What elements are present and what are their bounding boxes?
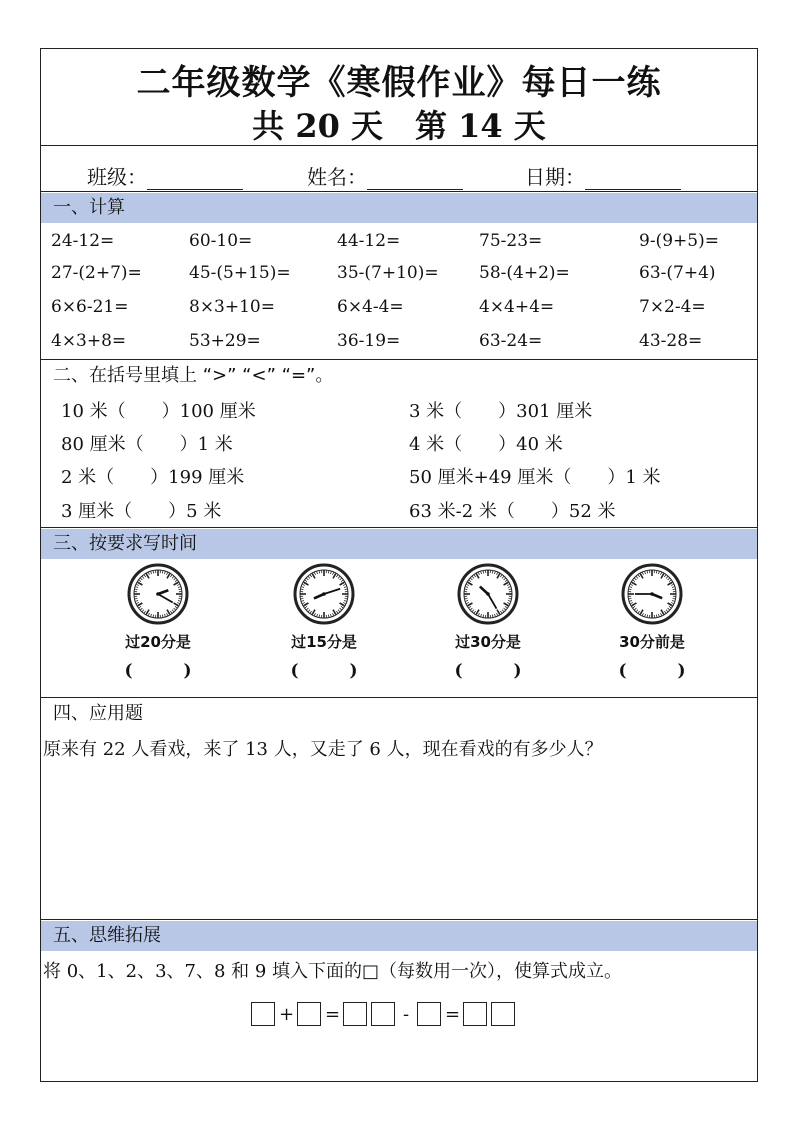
clock-tick (629, 598, 631, 599)
clock-tick (135, 589, 137, 590)
clock-tick (179, 589, 181, 590)
clock-tick (656, 571, 657, 573)
clock-tick (301, 589, 303, 590)
name-field[interactable] (307, 161, 463, 190)
date-field[interactable] (525, 161, 681, 190)
answer-parentheses[interactable]: ( ) (124, 661, 192, 681)
application-problem: 原来有 22 人看戏，来了 13 人，又走了 6 人，现在看戏的有多少人？ (43, 739, 603, 760)
calc-problem: 24-12= (51, 231, 115, 251)
clock-tick (647, 615, 648, 617)
clock-tick (483, 571, 484, 573)
calc-problem: 8×3+10= (189, 297, 275, 317)
clock-label: 过15分是 (291, 633, 357, 651)
calc-problem: 75-23= (479, 231, 543, 251)
compare-problem: 2 米（ ）199 厘米 (61, 467, 245, 488)
date-label: 日期： (525, 165, 585, 189)
answer-parentheses[interactable]: ( ) (290, 661, 358, 681)
answer-box[interactable] (463, 1002, 487, 1026)
calc-problem: 53+29= (189, 331, 261, 351)
compare-problem: 10 米（ ）100 厘米 (61, 401, 256, 422)
clock-center (486, 592, 490, 596)
clock-tick (328, 615, 329, 617)
name-label: 姓名： (307, 165, 367, 189)
student-info-row (41, 157, 757, 191)
calc-problem: 4×4+4= (479, 297, 555, 317)
divider (41, 697, 757, 698)
divider (41, 919, 757, 920)
clock-tick (319, 615, 320, 617)
clock-face-icon (127, 563, 189, 625)
answer-box[interactable] (491, 1002, 515, 1026)
calc-problem: 63-24= (479, 331, 543, 351)
clock-tick (301, 598, 303, 599)
equals-sign: = (445, 1003, 461, 1025)
section-heading-thinking: 五、思维拓展 (41, 921, 757, 951)
calc-problem: 60-10= (189, 231, 253, 251)
plus-sign: + (279, 1003, 295, 1025)
answer-parentheses[interactable]: ( ) (618, 661, 686, 681)
class-label: 班级： (87, 165, 147, 189)
calc-problem: 36-19= (337, 331, 401, 351)
section-heading-calculation: 一、计算 (41, 193, 757, 223)
clock-question (597, 563, 707, 681)
calc-problem: 43-28= (639, 331, 703, 351)
clock-tick (509, 598, 511, 599)
answer-box[interactable] (371, 1002, 395, 1026)
calc-problem: 44-12= (337, 231, 401, 251)
compare-problem: 63 米-2 米（ ）52 米 (409, 501, 616, 522)
clock-tick (328, 571, 329, 573)
clock-tick (153, 571, 154, 573)
clock-tick (153, 615, 154, 617)
calc-problem: 63-(7+4) (639, 263, 716, 283)
name-blank[interactable] (367, 169, 463, 190)
date-blank[interactable] (585, 169, 681, 190)
worksheet-subtitle: 共 20 天 第 14 天 (252, 107, 546, 145)
equation-row (251, 999, 515, 1029)
clock-tick (135, 598, 137, 599)
clock-question (269, 563, 379, 681)
clock-label: 过30分是 (455, 633, 521, 651)
clock-tick (656, 615, 657, 617)
class-blank[interactable] (147, 169, 243, 190)
clock-question (103, 563, 213, 681)
minus-sign: - (402, 1003, 410, 1025)
clock-tick (483, 615, 484, 617)
answer-box[interactable] (343, 1002, 367, 1026)
clock-label: 30分前是 (619, 633, 685, 651)
equals-sign: = (325, 1003, 341, 1025)
calc-problem: 27-(2+7)= (51, 263, 142, 283)
compare-problem: 50 厘米+49 厘米（ ）1 米 (409, 467, 661, 488)
compare-problem: 3 厘米（ ）5 米 (61, 501, 222, 522)
worksheet-title: 二年级数学《寒假作业》每日一练 (136, 63, 662, 103)
section-heading-application: 四、应用题 (41, 699, 757, 729)
compare-problem: 80 厘米（ ）1 米 (61, 434, 233, 455)
compare-problem: 3 米（ ）301 厘米 (409, 401, 593, 422)
answer-box[interactable] (297, 1002, 321, 1026)
worksheet (40, 48, 758, 1082)
clock-center (156, 592, 160, 596)
divider (41, 527, 757, 528)
clock-face-icon (457, 563, 519, 625)
calc-problem: 6×4-4= (337, 297, 404, 317)
clock-face-icon (621, 563, 683, 625)
clock-tick (673, 598, 675, 599)
answer-box[interactable] (251, 1002, 275, 1026)
clock-tick (509, 589, 511, 590)
class-field[interactable] (87, 161, 243, 190)
calc-problem: 7×2-4= (639, 297, 706, 317)
calc-problem: 4×3+8= (51, 331, 127, 351)
clock-question (433, 563, 543, 681)
clock-tick (465, 589, 467, 590)
clock-center (650, 592, 654, 596)
clock-tick (319, 571, 320, 573)
divider (41, 359, 757, 360)
calc-problem: 58-(4+2)= (479, 263, 570, 283)
clock-tick (492, 615, 493, 617)
clock-face-icon (293, 563, 355, 625)
clock-center (322, 592, 326, 596)
section-heading-compare: 二、在括号里填上 “>” “<” “=”。 (41, 361, 757, 391)
clock-tick (162, 615, 163, 617)
answer-box[interactable] (417, 1002, 441, 1026)
divider (41, 145, 757, 146)
calc-problem: 45-(5+15)= (189, 263, 291, 283)
clock-tick (345, 589, 347, 590)
calc-problem: 6×6-21= (51, 297, 129, 317)
clock-tick (629, 589, 631, 590)
clock-tick (492, 571, 493, 573)
answer-parentheses[interactable]: ( ) (454, 661, 522, 681)
clock-tick (465, 598, 467, 599)
compare-problem: 4 米（ ）40 米 (409, 434, 563, 455)
calc-problem: 35-(7+10)= (337, 263, 439, 283)
clock-tick (162, 571, 163, 573)
divider (41, 191, 757, 192)
clock-tick (673, 589, 675, 590)
clock-label: 过20分是 (125, 633, 191, 651)
section-heading-time: 三、按要求写时间 (41, 529, 757, 559)
calc-problem: 9-(9+5)= (639, 231, 719, 251)
clock-tick (647, 571, 648, 573)
clock-tick (179, 598, 181, 599)
clock-tick (345, 598, 347, 599)
thinking-problem: 将 0、1、2、3、7、8 和 9 填入下面的□（每数用一次），使算式成立。 (43, 961, 623, 982)
